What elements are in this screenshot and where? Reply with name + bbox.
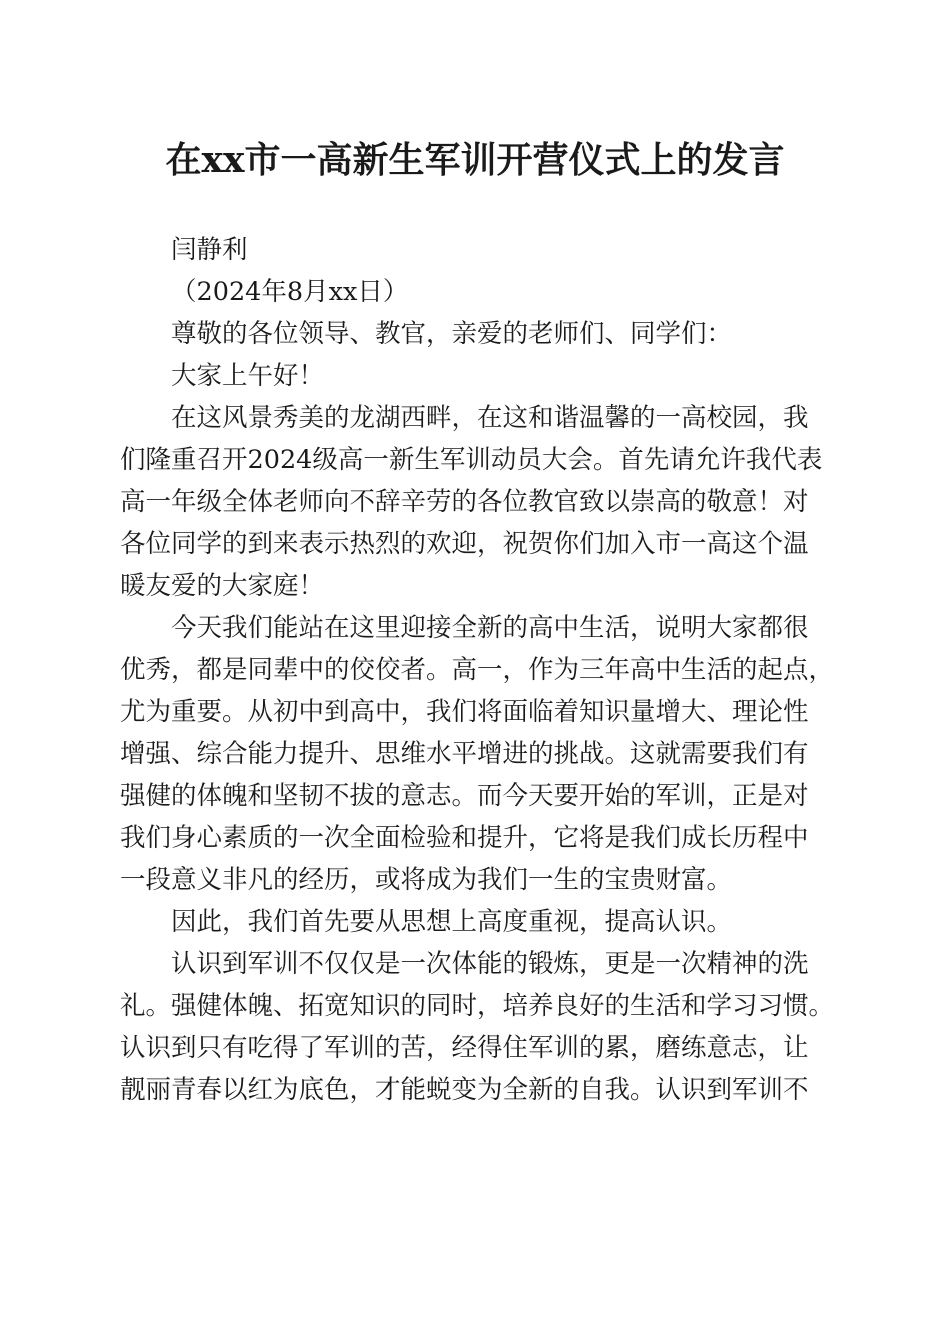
author-line: 闫静利 bbox=[171, 235, 248, 265]
paragraph-line: 暖友爱的大家庭！ bbox=[120, 571, 325, 601]
paragraph-line: 我们身心素质的一次全面检验和提升，它将是我们成长历程中 bbox=[120, 823, 809, 853]
greeting: 大家上午好！ bbox=[171, 361, 325, 391]
paragraph-line: 各位同学的到来表示热烈的欢迎，祝贺你们加入市一高这个温 bbox=[120, 529, 809, 559]
salutation: 尊敬的各位领导、教官，亲爱的老师们、同学们： bbox=[171, 319, 733, 349]
paragraph-line: 今天我们能站在这里迎接全新的高中生活，说明大家都很 bbox=[171, 613, 809, 643]
paragraph-line: 靓丽青春以红为底色，才能蜕变为全新的自我。认识到军训不 bbox=[120, 1075, 809, 1105]
paragraph-line: 因此，我们首先要从思想上高度重视，提高认识。 bbox=[171, 907, 733, 937]
paragraph-line: 优秀，都是同辈中的佼佼者。高一，作为三年高中生活的起点， bbox=[120, 655, 835, 685]
paragraph-line: 礼。强健体魄、拓宽知识的同时，培养良好的生活和学习习惯。 bbox=[120, 991, 835, 1021]
paragraph-2 bbox=[120, 607, 835, 901]
paragraph-line: 高一年级全体老师向不辞辛劳的各位教官致以崇高的敬意！对 bbox=[120, 487, 809, 517]
paragraph-line: 认识到只有吃得了军训的苦，经得住军训的累，磨练意志，让 bbox=[120, 1033, 809, 1063]
paragraph-3 bbox=[120, 901, 832, 943]
paragraph-1 bbox=[120, 397, 832, 607]
paragraph-line: 一段意义非凡的经历，或将成为我们一生的宝贵财富。 bbox=[120, 865, 733, 895]
paragraph-line: 们隆重召开2024级高一新生军训动员大会。首先请允许我代表 bbox=[120, 445, 823, 475]
paragraph-4 bbox=[120, 943, 835, 1111]
date-line: （2024年8月xx日） bbox=[171, 277, 409, 307]
paragraph-line: 尤为重要。从初中到高中，我们将面临着知识量增大、理论性 bbox=[120, 697, 809, 727]
paragraph-line: 在这风景秀美的龙湖西畔，在这和谐温馨的一高校园，我 bbox=[171, 403, 809, 433]
document-title: 在xx市一高新生军训开营仪式上的发言 bbox=[165, 139, 785, 181]
paragraph-line: 认识到军训不仅仅是一次体能的锻炼，更是一次精神的洗 bbox=[171, 949, 809, 979]
document-body bbox=[120, 229, 835, 1111]
paragraph-line: 强健的体魄和坚韧不拔的意志。而今天要开始的军训，正是对 bbox=[120, 781, 809, 811]
paragraph-line: 增强、综合能力提升、思维水平增进的挑战。这就需要我们有 bbox=[120, 739, 809, 769]
